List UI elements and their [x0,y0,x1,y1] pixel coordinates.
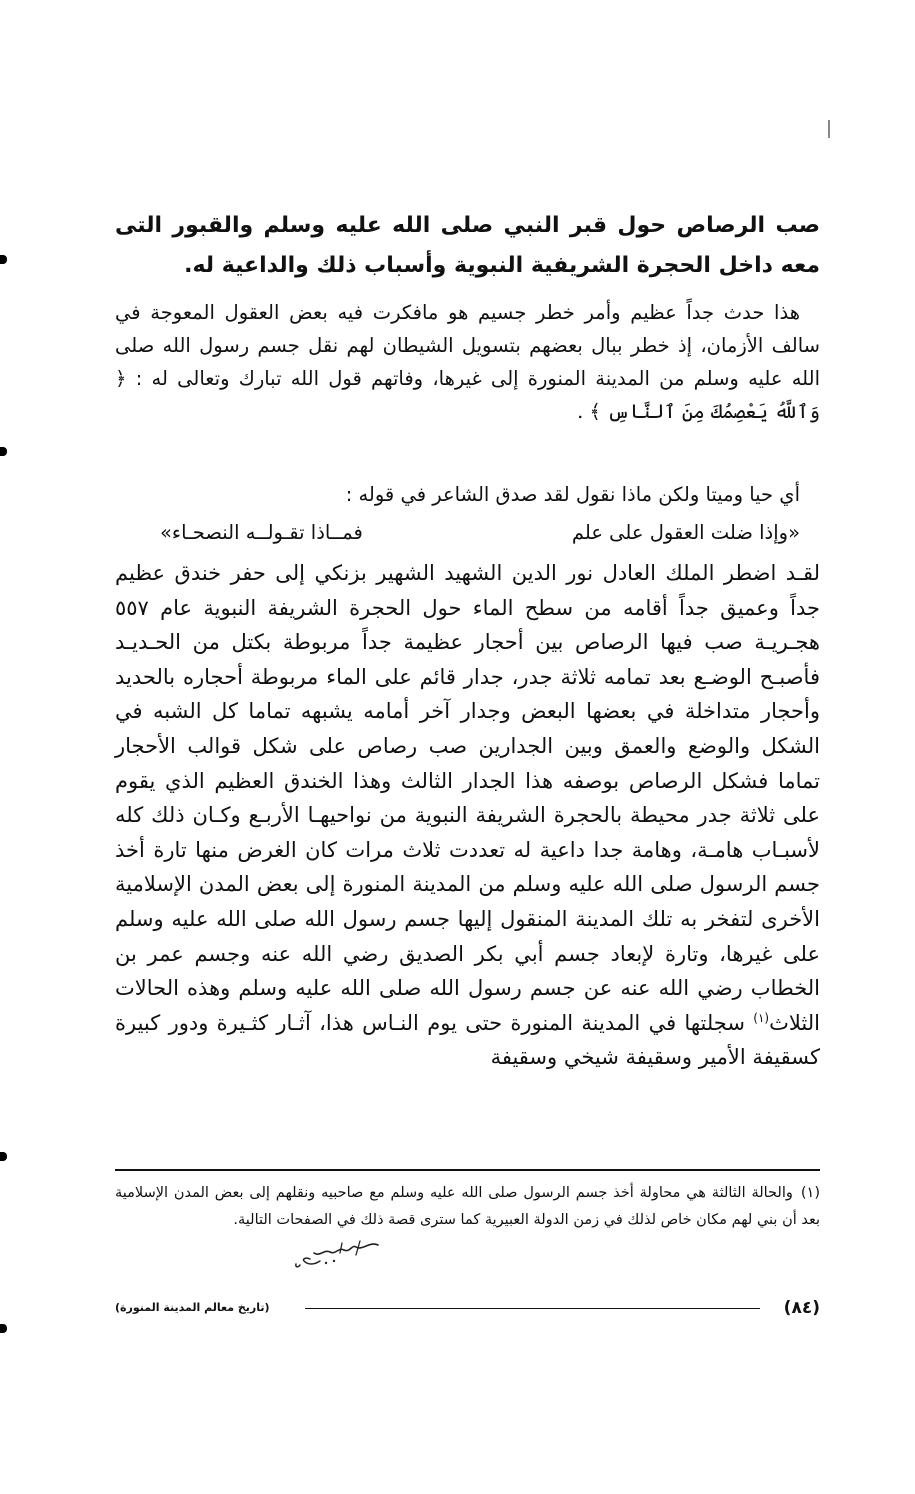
paragraph-intro-text: هذا حدث جداً عظيم وأمر خطر جسيم هو مافكرت فيه بعض العقول المعوجة في سالف الأزمان، إذ خطر ببال بعضهم بتسويل الشيطان لهم نقل جسم رسول الله صلى الله عليه وسلم من المدينة المنورة إلى غيرها، وفاتهم قول الله تبارك وتعالى له : [115,301,820,390]
paragraph-intro [115,296,820,428]
footnote-reference[interactable]: (١) [753,1010,770,1025]
verse-second-hemistich: فمــاذا تقـولــه النصحـاء» [160,521,363,544]
binding-hole-mark [0,447,7,456]
poetry-verse [150,515,800,551]
page-footer [115,1293,820,1323]
book-title: (تاريخ معالم المدينة المنورة) [115,1301,270,1314]
handwritten-signature [290,1235,390,1275]
quran-verse: ﴿ وَٱللَّهُ يَعْصِمُكَ مِنَ ٱلنَّاسِ ﴾ . [115,367,820,423]
scan-edge-mark [828,120,830,138]
section-heading: صب الرصاص حول قبر النبي صلى الله عليه وسلم والقبور التى معه داخل الحجرة الشريفية النبوية وأسباب ذلك والداعية له. [115,213,820,278]
paragraph-main-continuation: سجلتها في المدينة المنورة حتى يوم النـاس هذا، آثـار كثـيرة ودور كبيرة كسقيفة الأمير وسقيفة شيخي وسقيفة [115,1010,820,1070]
binding-hole-mark [0,1324,7,1333]
binding-hole-mark [0,1152,7,1161]
verse-first-hemistich: «وإذا ضلت العقول على علم [571,521,800,544]
footnote-separator [115,1169,820,1171]
paragraph-main [115,556,820,1075]
footnote-text: والحالة الثالثة هي محاولة أخذ جسم الرسول صلى الله عليه وسلم مع صاحبيه ونقلهم إلى بعض المدن الإسلامية بعد أن بني لهم مكان خاص لذلك في زمن الدولة العبيرية كما سترى قصة ذلك في الصفحات التالية. [115,1185,820,1228]
page-number: (٨٤) [783,1298,820,1318]
footer-rule [305,1308,760,1309]
footnote-marker: (١) [800,1185,820,1201]
binding-hole-mark [0,255,7,264]
paragraph-main-text: لقـد اضطر الملك العادل نور الدين الشهيد الشهير بزنكي إلى حفر خندق عظيم جداً وعميق جداً أقامه من سطح الماء حول الحجرة الشريفة النبوية عام ٥٥٧ هجـريـة صب فيها الرصاص بين أحجار عظيمة جداً مربوطة بكتل من الحـديـد فأصبـح الوضـع بعد تمامه ثلاثة جدر، جدار قائم على الماء مربوطة أحجاره بالحديد وأحجار متداخلة في بعضها البعض وجدار آخر أمامه يشبهه تماما كل الشبه في الشكل والوضع والعمق وبين الجدارين صب رصاص على شكل قوالب الأحجار تماما فشكل الرصاص بوصفه هذا الجدار الثالث وهذا الخندق العظيم الذي يقوم على ثلاثة جدر محيطة بالحجرة الشريفة النبوية من نواحيهـا الأربـع وكـان ذلك كله لأسبـاب هامـة، وهامة جدا داعية له تعددت ثلاث مرات كان الغرض منها تارة أخذ جسم الرسول صلى الله عليه وسلم من المدينة المنورة إلى بعض المدن الإسلامية الأخرى لتفخر به تلك المدينة المنقول إليها جسم رسول الله صلى الله عليه وسلم على غيرها، وتارة لإبعاد جسم أبي بكر الصديق رضي الله عنه وجسم عمر بن الخطاب رضي الله عنه عن جسم رسول الله صلى الله عليه وسلم وهذه الحالات الثلاث [115,561,820,1035]
paragraph-poet-intro: أي حيا وميتا ولكن ماذا نقول لقد صدق الشاعر في قوله : [345,483,800,506]
footnote [115,1180,820,1234]
